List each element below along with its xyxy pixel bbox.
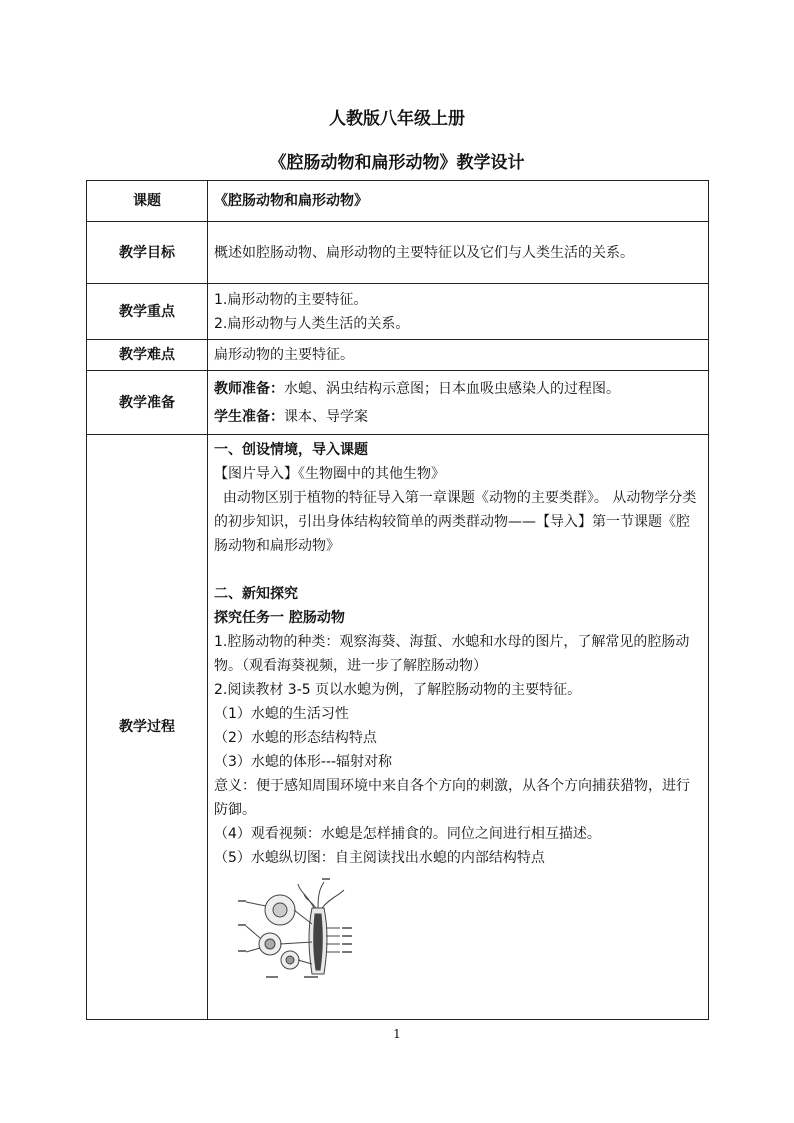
sub-item-1: （1）水螅的生活习性 <box>214 706 349 722</box>
sub-item-4: （4）观看视频：水螅是怎样捕食的。同位之间进行相互描述。 <box>214 826 601 842</box>
row-label-topic: 课题 <box>87 181 208 222</box>
table-row-difficulty <box>87 340 709 371</box>
section1-line1: 【图片导入】《生物圈中的其他生物》 <box>214 466 445 482</box>
meaning-text: 意义：便于感知周围环境中来自各个方向的刺激，从各个方向捕获猎物，进行防御。 <box>214 778 690 818</box>
teacher-prep-label: 教师准备： <box>214 380 284 397</box>
row-label-process: 教学过程 <box>87 435 208 1020</box>
sub-item-2: （2）水螅的形态结构特点 <box>214 730 377 746</box>
process-cell <box>208 435 709 1020</box>
row-label-key-points: 教学重点 <box>87 284 208 340</box>
section1-heading: 一、创设情境，导入课题 <box>214 442 368 458</box>
sub-item-3: （3）水螅的体形---辐射对称 <box>214 754 393 770</box>
item2-text: 2.阅读教材 3-5 页以水螅为例，了解腔肠动物的主要特征。 <box>214 682 582 698</box>
table-row-process <box>87 435 709 1020</box>
topic-value: 《腔肠动物和扁形动物》 <box>208 181 709 222</box>
key-point-item: 1.扁形动物的主要特征。 <box>214 291 368 308</box>
section1-paragraph: 由动物区别于植物的特征导入第一章课题《动物的主要类群》。 从动物学分类的初步知识，引出身体结构较简单的两类群动物——【导入】第一节课题《腔肠动物和扁形动物》 <box>214 490 697 554</box>
hydra-section-figure <box>238 878 358 982</box>
section2-heading: 二、新知探究 <box>214 586 298 602</box>
row-label-difficulty: 教学难点 <box>87 340 208 371</box>
student-prep-line <box>214 403 702 431</box>
student-prep-value: 课本、导学案 <box>284 408 368 425</box>
sub-item-5: （5）水螅纵切图：自主阅读找出水螅的内部结构特点 <box>214 850 545 866</box>
task1-heading: 探究任务一 腔肠动物 <box>214 610 345 626</box>
student-prep-label: 学生准备： <box>214 408 284 425</box>
table-row-preparation <box>87 371 709 435</box>
row-label-preparation: 教学准备 <box>87 371 208 435</box>
table-row-goal <box>87 222 709 284</box>
key-points-cell <box>208 284 709 340</box>
row-label-goal: 教学目标 <box>87 222 208 284</box>
blank-line <box>214 558 702 582</box>
goal-value: 概述如腔肠动物、扁形动物的主要特征以及它们与人类生活的关系。 <box>208 222 709 284</box>
preparation-cell <box>208 371 709 435</box>
page-number: 1 <box>393 1027 401 1041</box>
difficulty-value: 扁形动物的主要特征。 <box>208 340 709 371</box>
item1-text: 1.腔肠动物的种类：观察海葵、海蜇、水螅和水母的图片，了解常见的腔肠动物。（观看海葵视频，进一步了解腔肠动物） <box>214 634 690 674</box>
table-row-key-points <box>87 284 709 340</box>
key-point-item: 2.扁形动物与人类生活的关系。 <box>214 315 410 332</box>
document-title-line2: 《腔肠动物和扁形动物》教学设计 <box>269 153 525 173</box>
document-title-line1: 人教版八年级上册 <box>329 109 465 129</box>
teacher-prep-line <box>214 375 702 403</box>
teacher-prep-value: 水螅、涡虫结构示意图；日本血吸虫感染人的过程图。 <box>284 380 620 397</box>
table-row-topic <box>87 181 709 222</box>
lesson-plan-table <box>86 180 709 1020</box>
